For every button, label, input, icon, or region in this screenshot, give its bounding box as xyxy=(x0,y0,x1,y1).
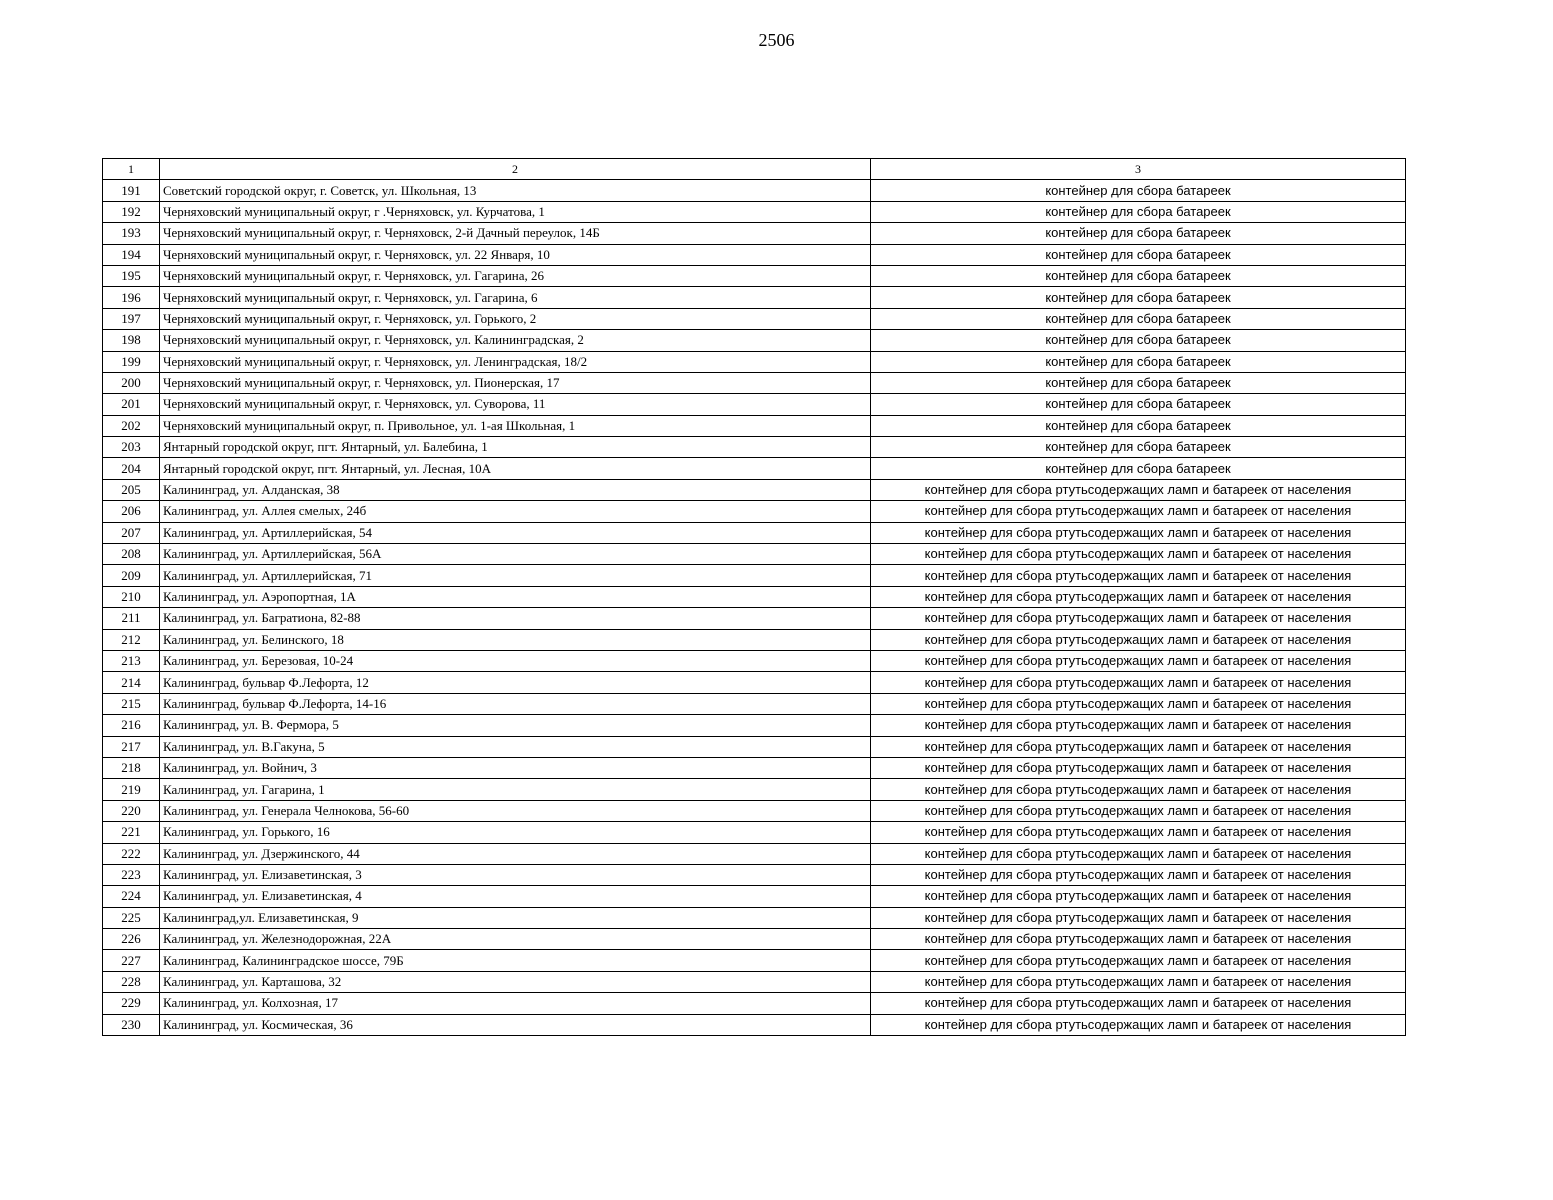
row-number: 214 xyxy=(103,672,160,693)
table-row xyxy=(103,223,1406,244)
row-address: Черняховский муниципальный округ, г. Черняховск, ул. Ленинградская, 18/2 xyxy=(160,351,871,372)
row-container-type: контейнер для сбора батареек xyxy=(871,351,1406,372)
table-row xyxy=(103,950,1406,971)
row-container-type: контейнер для сбора ртутьсодержащих ламп и батареек от населения xyxy=(871,586,1406,607)
row-container-type: контейнер для сбора ртутьсодержащих ламп и батареек от населения xyxy=(871,501,1406,522)
row-address: Калининград, бульвар Ф.Лефорта, 12 xyxy=(160,672,871,693)
row-container-type: контейнер для сбора батареек xyxy=(871,330,1406,351)
row-address: Калининград, ул. Космическая, 36 xyxy=(160,1014,871,1035)
row-address: Калининград, ул. В.Гакуна, 5 xyxy=(160,736,871,757)
table-row xyxy=(103,779,1406,800)
row-address: Черняховский муниципальный округ, г. Черняховск, ул. Суворова, 11 xyxy=(160,394,871,415)
row-container-type: контейнер для сбора батареек xyxy=(871,394,1406,415)
row-address: Калининград, ул. Алданская, 38 xyxy=(160,479,871,500)
row-container-type: контейнер для сбора ртутьсодержащих ламп и батареек от населения xyxy=(871,843,1406,864)
row-address: Калининград, ул. Аэропортная, 1А xyxy=(160,586,871,607)
table-row xyxy=(103,415,1406,436)
row-address: Черняховский муниципальный округ, г. Черняховск, ул. Гагарина, 26 xyxy=(160,265,871,286)
row-number: 209 xyxy=(103,565,160,586)
row-number: 194 xyxy=(103,244,160,265)
row-address: Калининград, ул. Елизаветинская, 4 xyxy=(160,886,871,907)
row-address: Янтарный городской округ, пгт. Янтарный, ул. Лесная, 10А xyxy=(160,458,871,479)
table-row xyxy=(103,501,1406,522)
row-address: Черняховский муниципальный округ, г. Черняховск, ул. 22 Января, 10 xyxy=(160,244,871,265)
row-address: Черняховский муниципальный округ, г .Черняховск, ул. Курчатова, 1 xyxy=(160,201,871,222)
row-number: 195 xyxy=(103,265,160,286)
column-header-1: 1 xyxy=(103,159,160,180)
row-container-type: контейнер для сбора ртутьсодержащих ламп и батареек от населения xyxy=(871,608,1406,629)
row-number: 196 xyxy=(103,287,160,308)
row-address: Черняховский муниципальный округ, г. Черняховск, ул. Калининградская, 2 xyxy=(160,330,871,351)
column-header-3: 3 xyxy=(871,159,1406,180)
table-row xyxy=(103,479,1406,500)
row-number: 191 xyxy=(103,180,160,201)
row-container-type: контейнер для сбора ртутьсодержащих ламп и батареек от населения xyxy=(871,886,1406,907)
table-row xyxy=(103,458,1406,479)
row-container-type: контейнер для сбора ртутьсодержащих ламп и батареек от населения xyxy=(871,822,1406,843)
table-row xyxy=(103,1014,1406,1035)
row-number: 223 xyxy=(103,864,160,885)
row-address: Калининград, ул. Генерала Челнокова, 56-60 xyxy=(160,800,871,821)
row-container-type: контейнер для сбора батареек xyxy=(871,244,1406,265)
row-number: 206 xyxy=(103,501,160,522)
row-number: 213 xyxy=(103,650,160,671)
row-container-type: контейнер для сбора ртутьсодержащих ламп и батареек от населения xyxy=(871,544,1406,565)
row-container-type: контейнер для сбора ртутьсодержащих ламп и батареек от населения xyxy=(871,650,1406,671)
row-number: 200 xyxy=(103,372,160,393)
row-address: Калининград, ул. Войнич, 3 xyxy=(160,757,871,778)
row-container-type: контейнер для сбора ртутьсодержащих ламп и батареек от населения xyxy=(871,479,1406,500)
row-container-type: контейнер для сбора батареек xyxy=(871,287,1406,308)
row-number: 208 xyxy=(103,544,160,565)
row-address: Калининград, ул. Горького, 16 xyxy=(160,822,871,843)
row-container-type: контейнер для сбора ртутьсодержащих ламп и батареек от населения xyxy=(871,522,1406,543)
row-container-type: контейнер для сбора ртутьсодержащих ламп и батареек от населения xyxy=(871,693,1406,714)
row-container-type: контейнер для сбора батареек xyxy=(871,265,1406,286)
row-container-type: контейнер для сбора батареек xyxy=(871,223,1406,244)
row-container-type: контейнер для сбора ртутьсодержащих ламп и батареек от населения xyxy=(871,907,1406,928)
row-number: 215 xyxy=(103,693,160,714)
row-number: 228 xyxy=(103,971,160,992)
table-row xyxy=(103,437,1406,458)
row-number: 198 xyxy=(103,330,160,351)
row-container-type: контейнер для сбора ртутьсодержащих ламп и батареек от населения xyxy=(871,672,1406,693)
row-address: Калининград, ул. Аллея смелых, 24б xyxy=(160,501,871,522)
row-address: Калининград, ул. Артиллерийская, 56А xyxy=(160,544,871,565)
row-address: Черняховский муниципальный округ, п. Привольное, ул. 1-ая Школьная, 1 xyxy=(160,415,871,436)
row-number: 222 xyxy=(103,843,160,864)
row-number: 203 xyxy=(103,437,160,458)
row-container-type: контейнер для сбора батареек xyxy=(871,415,1406,436)
table-row xyxy=(103,886,1406,907)
row-address: Советский городской округ, г. Советск, ул. Школьная, 13 xyxy=(160,180,871,201)
row-container-type: контейнер для сбора батареек xyxy=(871,372,1406,393)
row-container-type: контейнер для сбора батареек xyxy=(871,458,1406,479)
table-row xyxy=(103,629,1406,650)
row-number: 218 xyxy=(103,757,160,778)
row-container-type: контейнер для сбора ртутьсодержащих ламп и батареек от населения xyxy=(871,757,1406,778)
row-address: Калининград, ул. В. Фермора, 5 xyxy=(160,715,871,736)
row-number: 207 xyxy=(103,522,160,543)
row-container-type: контейнер для сбора ртутьсодержащих ламп и батареек от населения xyxy=(871,929,1406,950)
row-address: Калининград,ул. Елизаветинская, 9 xyxy=(160,907,871,928)
row-address: Калининград, бульвар Ф.Лефорта, 14-16 xyxy=(160,693,871,714)
row-number: 211 xyxy=(103,608,160,629)
row-number: 192 xyxy=(103,201,160,222)
row-address: Калининград, ул. Елизаветинская, 3 xyxy=(160,864,871,885)
row-number: 216 xyxy=(103,715,160,736)
table-row xyxy=(103,672,1406,693)
table-row xyxy=(103,330,1406,351)
row-container-type: контейнер для сбора ртутьсодержащих ламп и батареек от населения xyxy=(871,993,1406,1014)
row-number: 220 xyxy=(103,800,160,821)
row-number: 226 xyxy=(103,929,160,950)
table-row xyxy=(103,864,1406,885)
table-row xyxy=(103,715,1406,736)
row-address: Калининград, ул. Колхозная, 17 xyxy=(160,993,871,1014)
table-row xyxy=(103,565,1406,586)
row-container-type: контейнер для сбора ртутьсодержащих ламп и батареек от населения xyxy=(871,779,1406,800)
table-row xyxy=(103,993,1406,1014)
page-number: 2506 xyxy=(758,30,795,50)
row-container-type: контейнер для сбора ртутьсодержащих ламп и батареек от населения xyxy=(871,715,1406,736)
row-container-type: контейнер для сбора батареек xyxy=(871,437,1406,458)
row-container-type: контейнер для сбора ртутьсодержащих ламп и батареек от населения xyxy=(871,800,1406,821)
row-address: Янтарный городской округ, пгт. Янтарный, ул. Балебина, 1 xyxy=(160,437,871,458)
column-header-2: 2 xyxy=(160,159,871,180)
row-address: Калининград, ул. Артиллерийская, 54 xyxy=(160,522,871,543)
row-number: 210 xyxy=(103,586,160,607)
table-row xyxy=(103,650,1406,671)
row-number: 201 xyxy=(103,394,160,415)
table-row xyxy=(103,608,1406,629)
row-address: Калининград, ул. Березовая, 10-24 xyxy=(160,650,871,671)
row-address: Калининград, ул. Железнодорожная, 22А xyxy=(160,929,871,950)
row-address: Калининград, ул. Карташова, 32 xyxy=(160,971,871,992)
table-row xyxy=(103,757,1406,778)
row-container-type: контейнер для сбора ртутьсодержащих ламп и батареек от населения xyxy=(871,565,1406,586)
row-container-type: контейнер для сбора батареек xyxy=(871,308,1406,329)
table-row xyxy=(103,693,1406,714)
row-address: Калининград, ул. Белинского, 18 xyxy=(160,629,871,650)
row-address: Калининград, Калининградское шоссе, 79Б xyxy=(160,950,871,971)
row-address: Калининград, ул. Багратиона, 82-88 xyxy=(160,608,871,629)
table-row xyxy=(103,201,1406,222)
row-number: 229 xyxy=(103,993,160,1014)
row-address: Калининград, ул. Гагарина, 1 xyxy=(160,779,871,800)
row-number: 230 xyxy=(103,1014,160,1035)
row-number: 227 xyxy=(103,950,160,971)
table-row xyxy=(103,736,1406,757)
table-row xyxy=(103,180,1406,201)
row-number: 193 xyxy=(103,223,160,244)
row-number: 225 xyxy=(103,907,160,928)
table-row xyxy=(103,822,1406,843)
row-container-type: контейнер для сбора ртутьсодержащих ламп и батареек от населения xyxy=(871,971,1406,992)
table-row xyxy=(103,843,1406,864)
row-address: Калининград, ул. Дзержинского, 44 xyxy=(160,843,871,864)
table-row xyxy=(103,522,1406,543)
table-row xyxy=(103,907,1406,928)
table-row xyxy=(103,308,1406,329)
row-address: Черняховский муниципальный округ, г. Черняховск, 2-й Дачный переулок, 14Б xyxy=(160,223,871,244)
row-container-type: контейнер для сбора ртутьсодержащих ламп и батареек от населения xyxy=(871,1014,1406,1035)
table-row xyxy=(103,394,1406,415)
table-row xyxy=(103,929,1406,950)
table-row xyxy=(103,971,1406,992)
row-container-type: контейнер для сбора батареек xyxy=(871,201,1406,222)
row-address: Черняховский муниципальный округ, г. Черняховск, ул. Гагарина, 6 xyxy=(160,287,871,308)
row-number: 202 xyxy=(103,415,160,436)
row-number: 204 xyxy=(103,458,160,479)
table-row xyxy=(103,586,1406,607)
row-number: 224 xyxy=(103,886,160,907)
row-address: Черняховский муниципальный округ, г. Черняховск, ул. Горького, 2 xyxy=(160,308,871,329)
row-container-type: контейнер для сбора ртутьсодержащих ламп и батареек от населения xyxy=(871,864,1406,885)
row-container-type: контейнер для сбора ртутьсодержащих ламп и батареек от населения xyxy=(871,736,1406,757)
row-address: Калининград, ул. Артиллерийская, 71 xyxy=(160,565,871,586)
row-container-type: контейнер для сбора ртутьсодержащих ламп и батареек от населения xyxy=(871,629,1406,650)
row-number: 217 xyxy=(103,736,160,757)
table-row xyxy=(103,351,1406,372)
table-header-row xyxy=(103,159,1406,180)
row-number: 197 xyxy=(103,308,160,329)
row-number: 199 xyxy=(103,351,160,372)
row-container-type: контейнер для сбора батареек xyxy=(871,180,1406,201)
row-number: 212 xyxy=(103,629,160,650)
row-number: 219 xyxy=(103,779,160,800)
row-container-type: контейнер для сбора ртутьсодержащих ламп и батареек от населения xyxy=(871,950,1406,971)
table-row xyxy=(103,372,1406,393)
table-row xyxy=(103,287,1406,308)
row-address: Черняховский муниципальный округ, г. Черняховск, ул. Пионерская, 17 xyxy=(160,372,871,393)
table-row xyxy=(103,800,1406,821)
table-row xyxy=(103,544,1406,565)
table-row xyxy=(103,244,1406,265)
row-number: 221 xyxy=(103,822,160,843)
row-number: 205 xyxy=(103,479,160,500)
table-row xyxy=(103,265,1406,286)
collection-points-table xyxy=(102,158,1406,1036)
